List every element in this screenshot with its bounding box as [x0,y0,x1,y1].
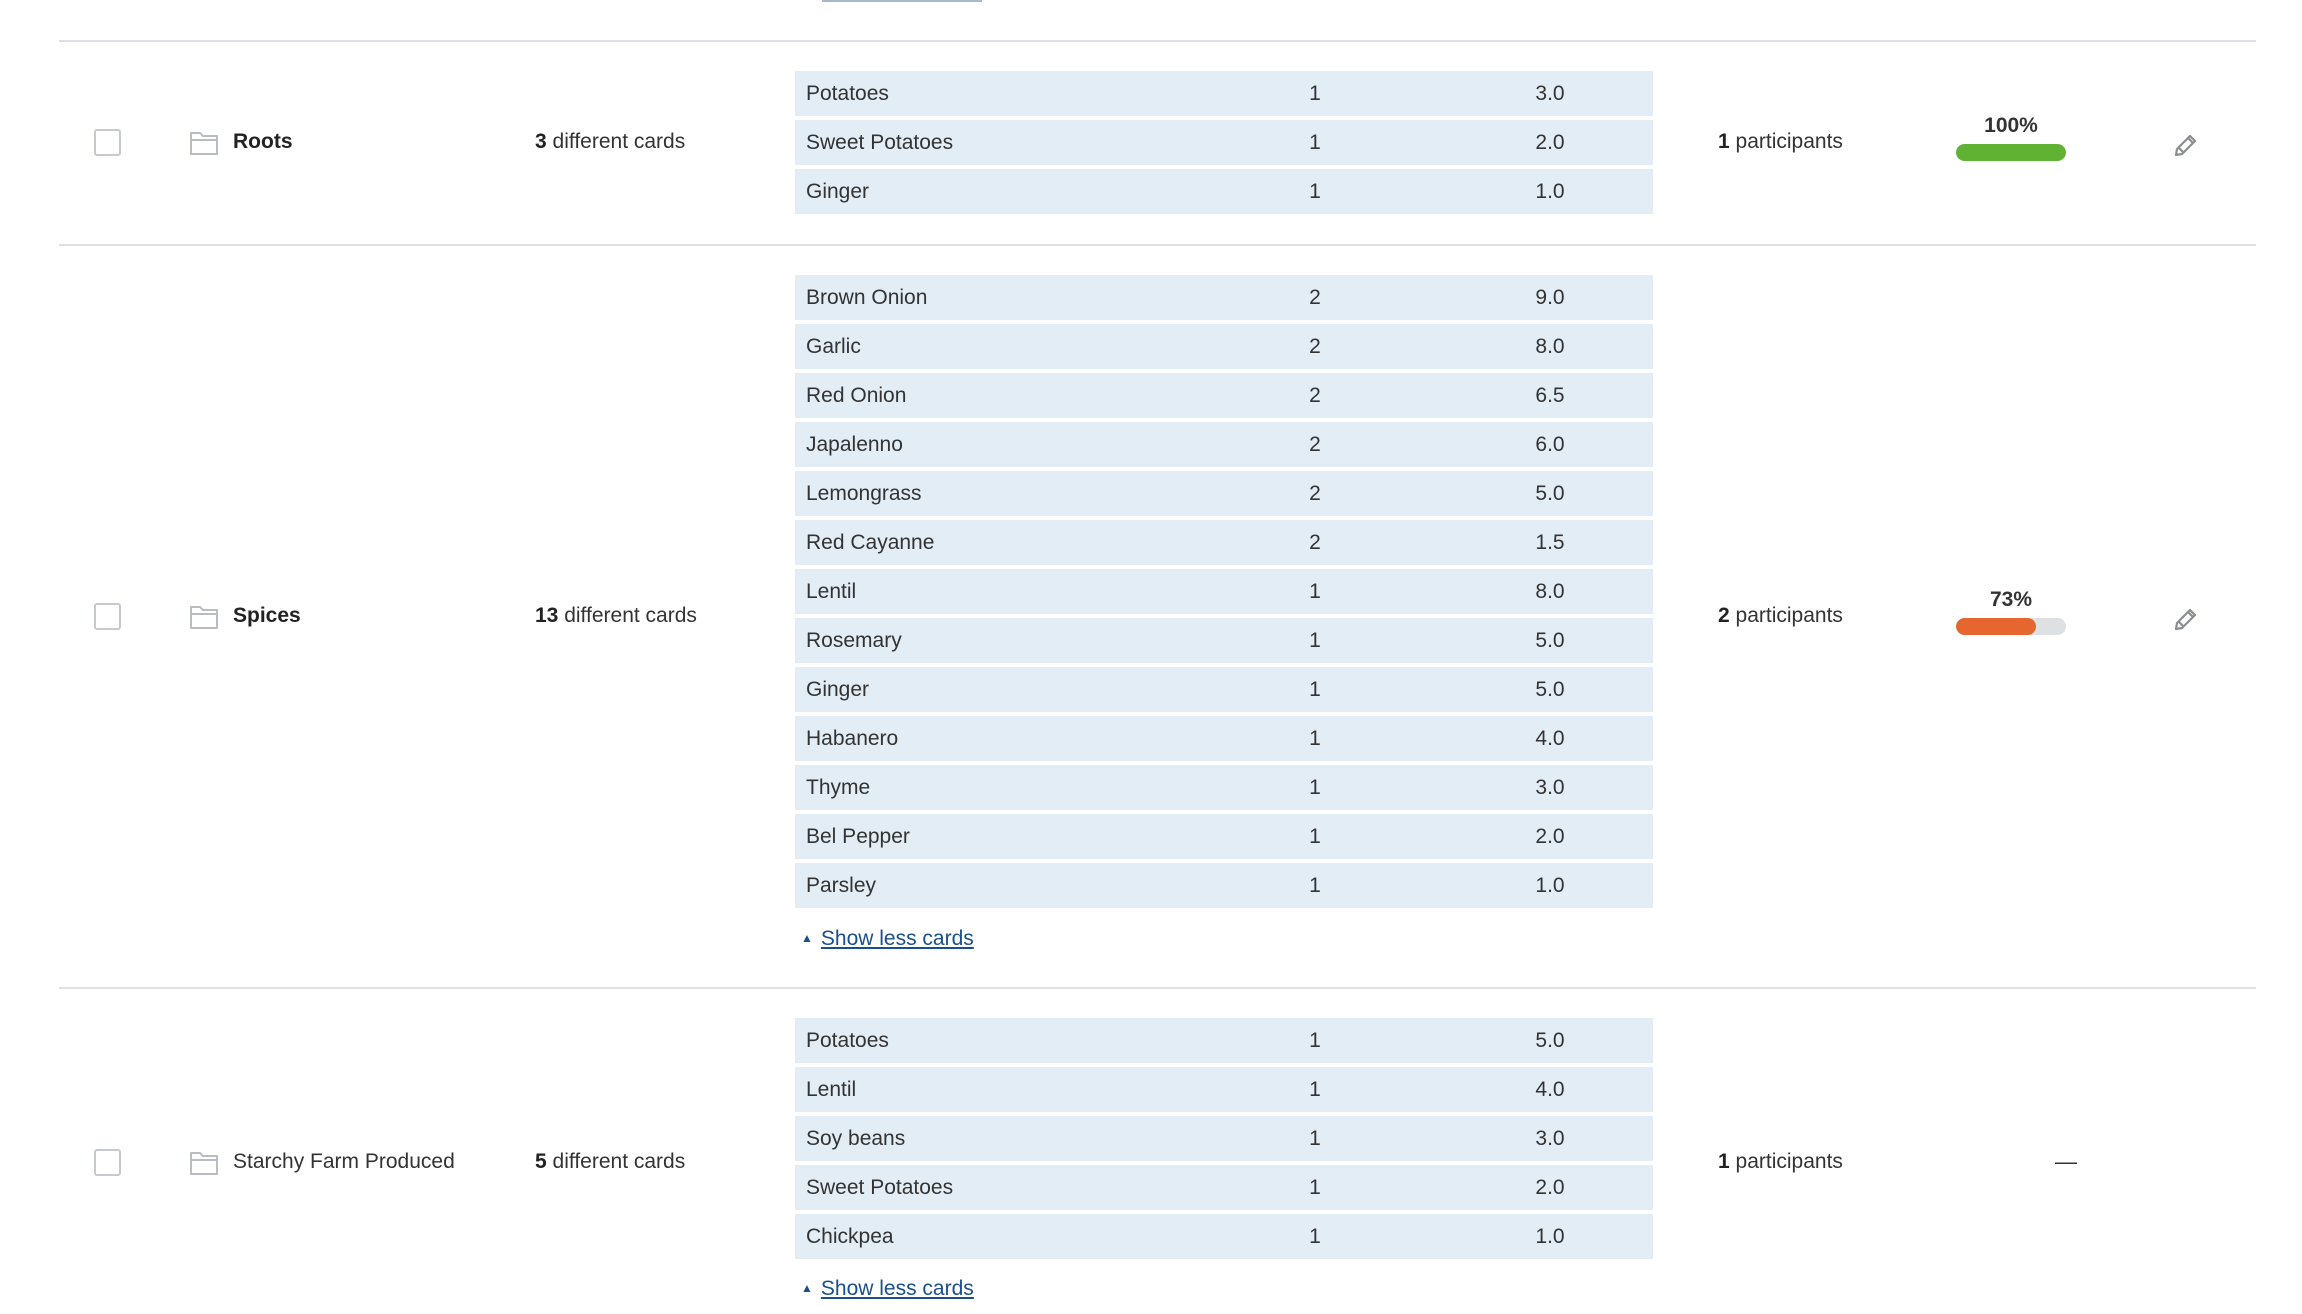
card-name: Chickpea [806,1225,894,1248]
show-less-label: Show less cards [820,927,974,950]
card-row [795,569,1653,614]
row-divider [59,40,2256,42]
card-count-number: 13 [535,604,559,627]
card-score: 8.0 [1535,580,1565,603]
card-frequency: 1 [1309,727,1321,750]
card-name: Thyme [806,776,871,799]
card-count [535,1149,685,1175]
row-divider [59,244,2256,246]
card-score: 2.0 [1535,131,1565,154]
card-frequency: 1 [1309,629,1321,652]
card-score: 3.0 [1535,1127,1565,1150]
card-name: Garlic [806,335,861,358]
folder-icon [189,130,219,156]
participants-label: participants [1735,130,1843,153]
folder-icon [189,1150,219,1176]
card-score: 4.0 [1535,727,1565,750]
show-less-label: Show less cards [820,1277,974,1300]
card-score: 1.0 [1535,1225,1565,1248]
caret-up-icon: ▲ [801,1281,813,1295]
card-name: Potatoes [806,82,889,105]
card-row [795,71,1653,116]
card-row [795,1067,1653,1112]
card-frequency: 1 [1309,874,1321,897]
card-name: Red Cayanne [806,531,935,554]
card-row [795,716,1653,761]
participants-label: participants [1735,1150,1843,1173]
card-name: Bel Pepper [806,825,910,848]
card-count-label: different cards [552,130,686,153]
card-frequency: 2 [1309,433,1321,456]
card-name: Lentil [806,580,857,603]
card-count [535,603,697,629]
card-score: 4.0 [1535,1078,1565,1101]
show-less-cards-link[interactable] [795,1275,974,1302]
agreement-bar-track [1956,618,2066,635]
card-score: 5.0 [1535,678,1565,701]
category-select-checkbox[interactable] [94,1149,121,1176]
card-frequency: 1 [1309,131,1321,154]
agreement-indicator [1956,587,2066,635]
show-less-cards-link[interactable] [795,925,974,952]
card-count [535,129,685,155]
card-frequency: 2 [1309,335,1321,358]
card-row [795,275,1653,320]
card-count-number: 5 [535,1150,547,1173]
card-count-label: different cards [564,604,697,627]
card-score: 3.0 [1535,82,1565,105]
category-name: Roots [233,130,293,153]
card-frequency: 1 [1309,1127,1321,1150]
caret-up-icon: ▲ [801,931,813,945]
card-frequency: 1 [1309,1029,1321,1052]
edit-pencil-icon[interactable] [2171,129,2201,159]
card-score: 3.0 [1535,776,1565,799]
agreement-bar-fill [1956,144,2066,161]
card-row [795,1116,1653,1161]
card-row [795,324,1653,369]
previous-show-less-link-underline [822,0,982,2]
card-row [795,422,1653,467]
agreement-percent: 100% [1984,114,2038,137]
card-score: 1.0 [1535,180,1565,203]
card-row [795,520,1653,565]
category-name: Starchy Farm Produced [233,1150,455,1173]
card-name: Ginger [806,678,870,701]
card-score: 2.0 [1535,1176,1565,1199]
card-name: Potatoes [806,1029,889,1052]
cards-table [795,275,1653,908]
card-score: 1.0 [1535,874,1565,897]
card-row [795,1165,1653,1210]
card-name: Red Onion [806,384,907,407]
card-frequency: 1 [1309,180,1321,203]
card-score: 8.0 [1535,335,1565,358]
card-frequency: 1 [1309,82,1321,105]
card-name: Sweet Potatoes [806,131,954,154]
card-frequency: 1 [1309,580,1321,603]
card-frequency: 1 [1309,1225,1321,1248]
card-row [795,814,1653,859]
card-name: Habanero [806,727,899,750]
participants-number: 1 [1718,130,1730,153]
agreement-bar-fill [1956,618,2036,635]
card-row [795,618,1653,663]
participants-number: 2 [1718,604,1730,627]
participants-count [1718,603,1843,629]
folder-icon [189,604,219,630]
card-name: Brown Onion [806,286,928,309]
agreement-percent: 73% [1989,588,2033,611]
card-score: 5.0 [1535,629,1565,652]
participants-count [1718,129,1843,155]
card-count-label: different cards [552,1150,686,1173]
edit-pencil-icon[interactable] [2171,603,2201,633]
agreement-bar-track [1956,144,2066,161]
cards-table [795,71,1653,214]
card-row [795,1018,1653,1063]
card-name: Sweet Potatoes [806,1176,954,1199]
card-row [795,667,1653,712]
card-frequency: 2 [1309,482,1321,505]
card-frequency: 1 [1309,825,1321,848]
card-frequency: 1 [1309,1078,1321,1101]
card-row [795,863,1653,908]
participants-label: participants [1735,604,1843,627]
card-row [795,765,1653,810]
card-name: Lemongrass [806,482,922,505]
card-name: Rosemary [806,629,902,652]
card-frequency: 1 [1309,678,1321,701]
card-score: 2.0 [1535,825,1565,848]
category-select-checkbox[interactable] [94,129,121,156]
card-name: Parsley [806,874,877,897]
participants-number: 1 [1718,1150,1730,1173]
card-frequency: 2 [1309,531,1321,554]
card-row [795,471,1653,516]
card-row [795,169,1653,214]
card-count-number: 3 [535,130,547,153]
card-score: 5.0 [1535,482,1565,505]
cards-table [795,1018,1653,1259]
card-score: 5.0 [1535,1029,1565,1052]
agreement-empty: — [2055,1149,2077,1174]
card-frequency: 1 [1309,776,1321,799]
card-frequency: 2 [1309,384,1321,407]
card-score: 6.5 [1535,384,1565,407]
card-score: 1.5 [1535,531,1565,554]
card-name: Lentil [806,1078,857,1101]
participants-count [1718,1149,1843,1175]
card-frequency: 1 [1309,1176,1321,1199]
category-select-checkbox[interactable] [94,603,121,630]
category-name: Spices [233,604,301,627]
card-name: Japalenno [806,433,903,456]
agreement-indicator [1956,113,2066,161]
card-row [795,120,1653,165]
card-score: 6.0 [1535,433,1565,456]
card-row [795,1214,1653,1259]
row-divider [59,987,2256,989]
card-name: Ginger [806,180,870,203]
card-frequency: 2 [1309,286,1321,309]
card-score: 9.0 [1535,286,1565,309]
card-name: Soy beans [806,1127,906,1150]
card-row [795,373,1653,418]
